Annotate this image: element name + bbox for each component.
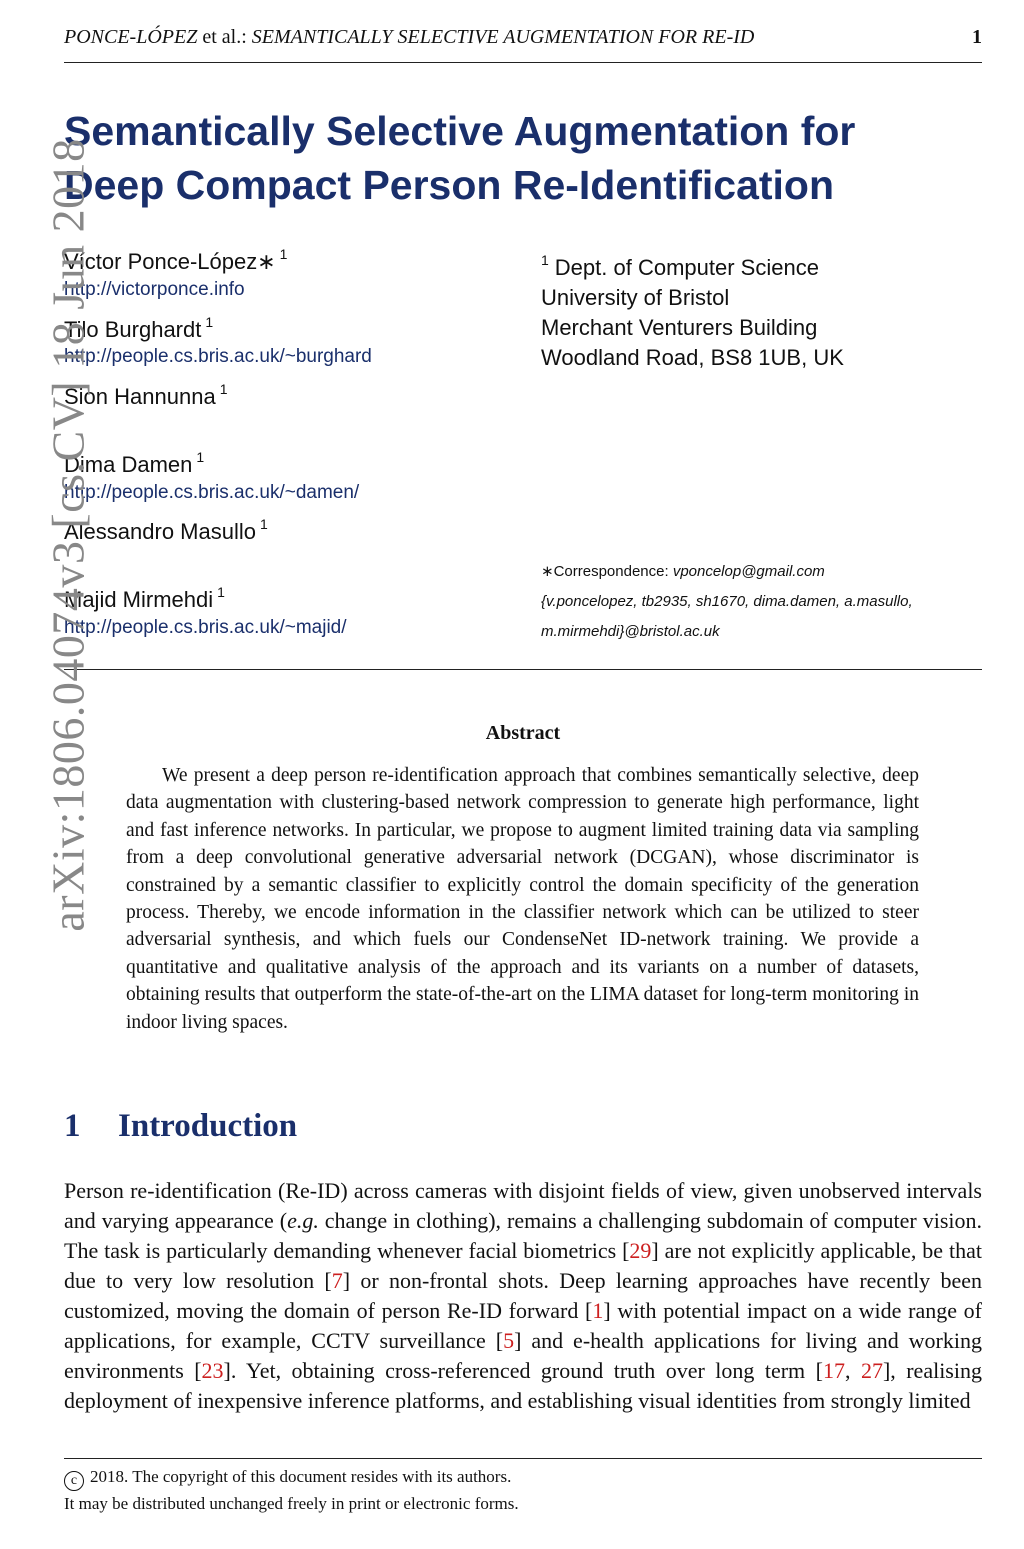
correspondence-emails: {v.poncelopez, tb2935, sh1670, dima.damen, a.masullo, — [541, 593, 913, 610]
page-number: 1 — [972, 26, 982, 48]
author-url-link[interactable]: http://people.cs.bris.ac.uk/~damen/ — [64, 482, 360, 503]
author-affil: 1 — [196, 449, 205, 465]
affiliation-line-1 — [541, 245, 844, 283]
citation-link[interactable]: 17 — [822, 1358, 845, 1383]
intro-text: ]. Yet, obtaining cross-referenced ground truth over long term [ — [223, 1358, 823, 1383]
section-title: Introduction — [118, 1108, 298, 1144]
author-affil: 1 — [205, 314, 214, 330]
intro-text: , — [844, 1358, 861, 1383]
header-colon: : — [241, 26, 247, 48]
correspondence-label: ∗Correspondence: — [541, 563, 669, 580]
footnote-line-2: It may be distributed unchanged freely in print or electronic forms. — [64, 1494, 519, 1513]
author-url-link[interactable]: http://people.cs.bris.ac.uk/~majid/ — [64, 617, 347, 638]
author-name-text: Majid Mirmehdi — [64, 587, 214, 612]
section-heading — [64, 1108, 297, 1145]
correspondence-line-2 — [541, 587, 913, 617]
author-affil: 1 — [279, 246, 288, 262]
title-line-2: Deep Compact Person Re-Identification — [64, 162, 835, 208]
header-et-al: et al. — [202, 26, 242, 48]
affiliation-block — [541, 245, 844, 373]
copyright-footnote — [64, 1464, 519, 1516]
author-name-text: Alessandro Masullo — [64, 519, 256, 544]
arxiv-stamp: arXiv:1806.04074v3 [cs.CV] 18 Jun 2018 — [42, 138, 94, 932]
author-name — [64, 246, 287, 275]
intro-text: ] and e-health applications for living and working environments [ — [64, 1328, 982, 1383]
citation-link[interactable]: 27 — [860, 1358, 883, 1383]
correspondence-email[interactable]: vponcelop@gmail.com — [672, 563, 825, 580]
paper-title — [64, 104, 964, 212]
running-header — [64, 26, 982, 56]
correspondence-line-1 — [541, 557, 913, 587]
intro-text: ], realising deployment of inexpensive inference platforms, and establishing visual identities from strongly limited — [64, 1358, 982, 1413]
title-line-1: Semantically Selective Augmentation for — [64, 108, 856, 154]
header-rule — [64, 62, 982, 63]
citation-link[interactable]: 23 — [201, 1358, 224, 1383]
author-affil: 1 — [217, 584, 225, 600]
affiliation-line-4: Woodland Road, BS8 1UB, UK — [541, 345, 844, 370]
citation-link[interactable]: 7 — [331, 1268, 343, 1293]
correspondence-block — [541, 557, 913, 647]
author-affil: 1 — [259, 516, 268, 532]
intro-text: Person re-identification (Re-ID) across cameras with disjoint fields of view, given unobserved intervals and varying appearance ( — [64, 1178, 982, 1233]
correspondence-line-3 — [541, 617, 913, 647]
author-name-text: Dima Damen — [64, 452, 193, 477]
intro-text: ] with potential impact on a wide range of applications, for example, CCTV surveillance [ — [64, 1298, 983, 1353]
citation-link[interactable]: 5 — [503, 1328, 515, 1353]
footnote-rule — [64, 1458, 982, 1459]
author-url-link[interactable]: http://victorponce.info — [64, 279, 245, 300]
header-running-title: SEMANTICALLY SELECTIVE AUGMENTATION FOR RE-ID — [251, 26, 755, 48]
section-number: 1 — [64, 1108, 81, 1144]
intro-text: change in clothing), remains a challenging subdomain of computer vision. The task is particularly demanding whenever facial biometrics [ — [64, 1208, 982, 1263]
author-url-link[interactable]: http://people.cs.bris.ac.uk/~burghard — [64, 346, 372, 367]
copyright-icon: c — [64, 1471, 84, 1491]
intro-text: ] or non-frontal shots. Deep learning approaches have recently been customized, moving the domain of person Re-ID forward [ — [64, 1268, 982, 1323]
footnote-text: 2018. The copyright of this document resides with its authors. — [90, 1467, 512, 1486]
title-block-rule — [64, 669, 982, 670]
abstract-heading: Abstract — [485, 722, 561, 744]
intro-text: ] are not explicitly applicable, be that due to very low resolution [ — [64, 1238, 982, 1293]
author-name — [64, 516, 268, 545]
author-name-text: Sion Hannunna — [64, 384, 216, 409]
affiliation-line-2: University of Bristol — [541, 285, 730, 310]
intro-eg: e.g. — [287, 1208, 319, 1233]
citation-link[interactable]: 1 — [592, 1298, 604, 1323]
author-name-text: Tilo Burghardt — [64, 317, 202, 342]
introduction-paragraph — [64, 1176, 982, 1416]
correspondence-domain: m.mirmehdi}@bristol.ac.uk — [541, 623, 720, 640]
abstract-text: We present a deep person re-identification approach that combines semantically selective, deep data augmentation with clustering-based network compression to generate high performance, light and fast inference networks. In particular, we propose to augment limited training data via sampling from a deep convolutional generative adversarial network (DCGAN), whose discriminator is constrained by a semantic classifier to explicitly control the domain specificity of the generation process. Thereby, we encode information in the classifier network which can be utilized to steer adversarial synthesis, and which fuels our CondenseNet ID-network training. We provide a quantitative and qualitative analysis of the approach and its variants on a number of datasets, obtaining results that outperform the state-of-the-art on the LIMA dataset for long-term monitoring in indoor living spaces. — [126, 765, 919, 1033]
footnote-line-1 — [64, 1464, 519, 1491]
citation-link[interactable]: 29 — [629, 1238, 652, 1263]
author-affil: 1 — [219, 381, 228, 397]
header-authors: PONCE-LÓPEZ — [64, 26, 198, 48]
affiliation-dept: Dept. of Computer Science — [554, 255, 819, 280]
affiliation-line-3: Merchant Venturers Building — [541, 315, 818, 340]
author-name-text: Víctor Ponce-López∗ — [64, 249, 276, 274]
affiliation-marker: 1 — [541, 252, 549, 268]
